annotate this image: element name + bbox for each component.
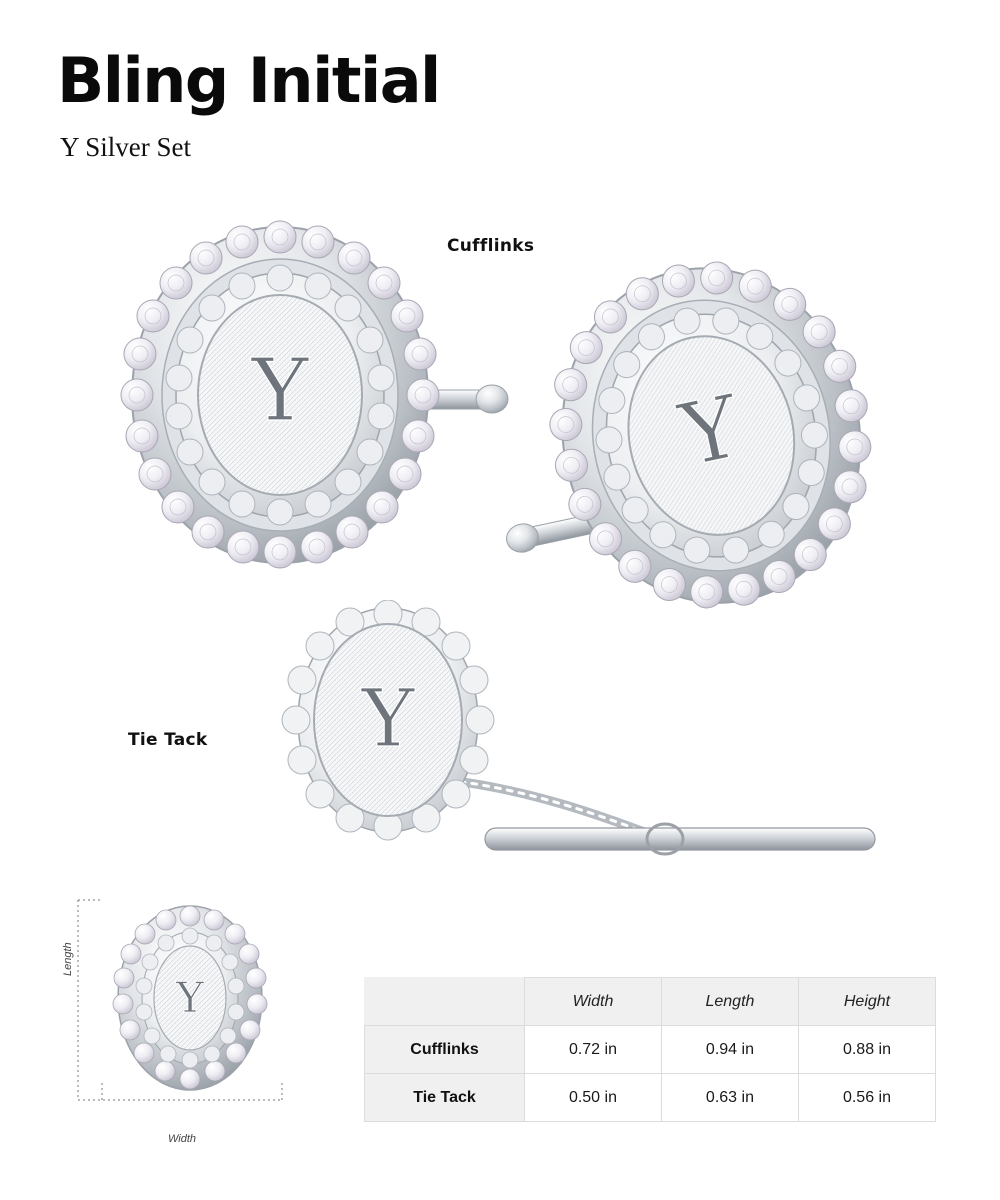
column-header-height: Height	[798, 978, 935, 1026]
initial-letter: Y	[672, 376, 749, 487]
cufflink-left-image	[120, 190, 540, 610]
diagram-width-label: Width	[168, 1133, 197, 1145]
column-header-length: Length	[661, 978, 798, 1026]
row-header-cufflinks: Cufflinks	[365, 1026, 525, 1074]
column-header-width: Width	[525, 978, 662, 1026]
cufflinks-label: Cufflinks	[447, 236, 535, 256]
cufflink-right-image	[490, 240, 910, 660]
initial-letter: Y	[361, 672, 415, 765]
tie-tack-length-value: 0.63 in	[661, 1074, 798, 1122]
cufflinks-height-value: 0.88 in	[798, 1026, 935, 1074]
dimension-diagram	[60, 890, 300, 1150]
tie-tack-image	[270, 600, 910, 890]
page-subtitle: Y Silver Set	[60, 132, 191, 162]
tie-tack-height-value: 0.56 in	[798, 1074, 935, 1122]
row-header-tie-tack: Tie Tack	[365, 1074, 525, 1122]
table-corner-cell	[365, 978, 525, 1026]
cufflinks-width-value: 0.72 in	[525, 1026, 662, 1074]
page-title: Bling Initial	[57, 44, 440, 117]
specifications-table	[364, 977, 936, 1122]
table-row	[365, 1026, 936, 1074]
tie-tack-label: Tie Tack	[128, 730, 208, 750]
table-row	[365, 1074, 936, 1122]
svg-text:Y: Y	[176, 973, 204, 1022]
cufflinks-length-value: 0.94 in	[661, 1026, 798, 1074]
table-header-row	[365, 978, 936, 1026]
tie-tack-width-value: 0.50 in	[525, 1074, 662, 1122]
diagram-length-label: Length	[62, 942, 74, 976]
initial-letter: Y	[251, 341, 309, 441]
